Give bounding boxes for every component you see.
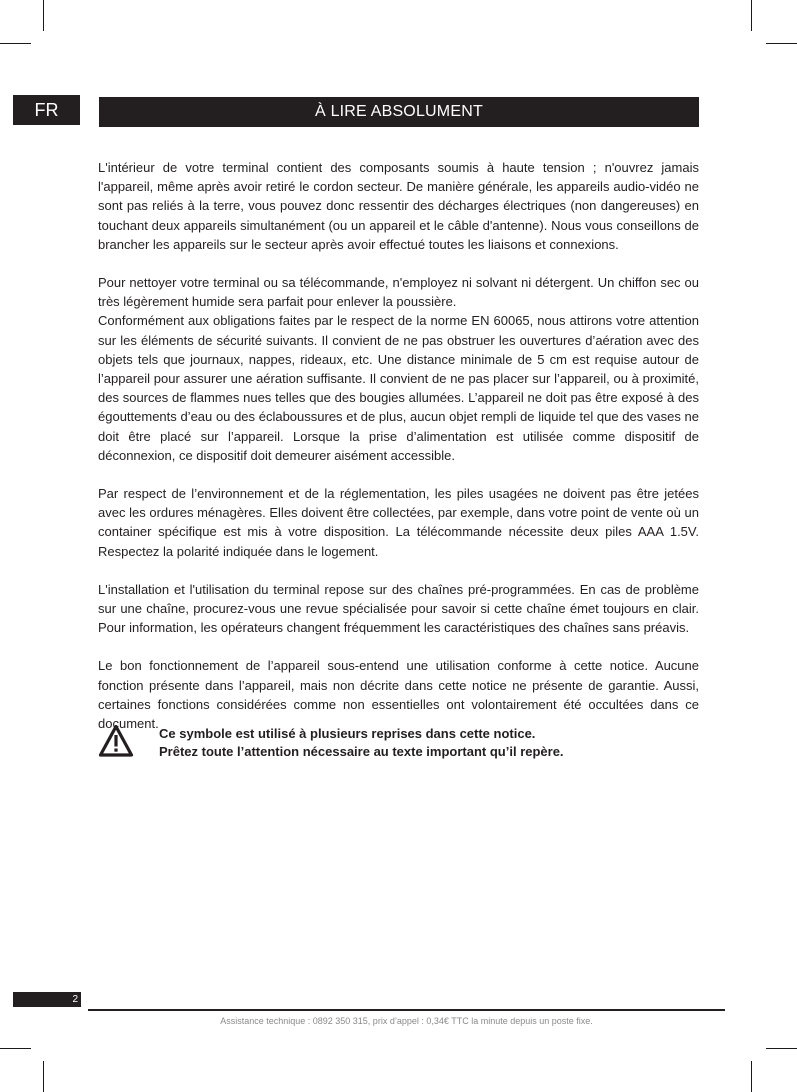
crop-mark	[766, 1048, 797, 1049]
crop-mark	[751, 1061, 752, 1092]
warning-triangle-icon	[98, 724, 134, 758]
footer-divider	[88, 1009, 725, 1011]
page-title: À LIRE ABSOLUMENT	[99, 97, 699, 127]
paragraph: Pour nettoyer votre terminal ou sa télécommande, n'employez ni solvant ni détergent. Un chiffon sec ou très légèrement humide sera parfait pour enlever la poussière.	[98, 275, 699, 310]
crop-mark	[751, 0, 752, 31]
crop-mark	[0, 1048, 31, 1049]
warning-line: Ce symbole est utilisé à plusieurs reprises dans cette notice.	[159, 726, 536, 741]
body-text	[98, 158, 699, 752]
warning-notice	[98, 724, 699, 764]
assistance-text: Assistance technique : 0892 350 315, prix d’appel : 0,34€ TTC la minute depuis un poste fixe.	[220, 1016, 593, 1026]
warning-text	[159, 725, 699, 761]
crop-mark	[0, 43, 31, 44]
crop-mark	[43, 1061, 44, 1092]
warning-line: Prêtez toute l’attention nécessaire au texte important qu’il repère.	[159, 744, 564, 759]
paragraph: L'intérieur de votre terminal contient des composants soumis à haute tension ; n'ouvrez jamais l'appareil, même après avoir retiré le cordon secteur. De manière générale, les appareils audio-vidéo ne sont pas reliés à la terre, vous pouvez donc ressentir des décharges électriques (non dangereuses) en touchant deux appareils simultanément (ou un appareil et le câble d'antenne). Nous vous conseillons de brancher les appareils sur le secteur après avoir effectué toutes les liaisons et connexions.	[98, 160, 699, 252]
paragraph: Le bon fonctionnement de l’appareil sous-entend une utilisation conforme à cette notice. Aucune fonction présente dans l’appareil, mais non décrite dans cette notice ne présente de garantie. Aussi, certaines fonctions considérées comme non essentielles ont volontairement été occultées dans ce document.	[98, 658, 699, 732]
crop-mark	[43, 0, 44, 31]
paragraph: L'installation et l'utilisation du terminal repose sur des chaînes pré-programmées. En cas de problème sur une chaîne, procurez-vous une revue spécialisée pour savoir si cette chaîne émet toujours en clair. Pour information, les opérateurs changent fréquemment les caractéristiques des chaînes sans préavis.	[98, 581, 699, 636]
paragraph: Par respect de l’environnement et de la réglementation, les piles usagées ne doivent pas être jetées avec les ordures ménagères. Elles doivent être collectées, par exemple, dans votre point de vente où un container spécifique est mis à votre disposition. La télécommande nécessite deux piles AAA 1.5V. Respectez la polarité indiquée dans le logement.	[98, 486, 699, 559]
crop-mark	[766, 43, 797, 44]
page-number: 2	[13, 992, 81, 1007]
language-tab: FR	[13, 95, 80, 125]
paragraph: Conformément aux obligations faites par le respect de la norme EN 60065, nous attirons votre attention sur les éléments de sécurité suivants. Il convient de ne pas obstruer les ouvertures d’aération avec des objets tels que journaux, nappes, rideaux, etc. Une distance minimale de 5 cm est requise autour de l’appareil pour assurer une aération suffisante. Il convient de ne pas placer sur l’appareil, ou à proximité, des sources de flammes nues telles que des bougies allumées. L’appareil ne doit pas être exposé à des égouttements d’eau ou des éclaboussures et de plus, aucun objet rempli de liquide tel que des vases ne doit être placé sur l’appareil. Lorsque la prise d’alimentation est utilisée comme dispositif de déconnexion, ce dispositif doit demeurer aisément accessible.	[98, 313, 699, 463]
